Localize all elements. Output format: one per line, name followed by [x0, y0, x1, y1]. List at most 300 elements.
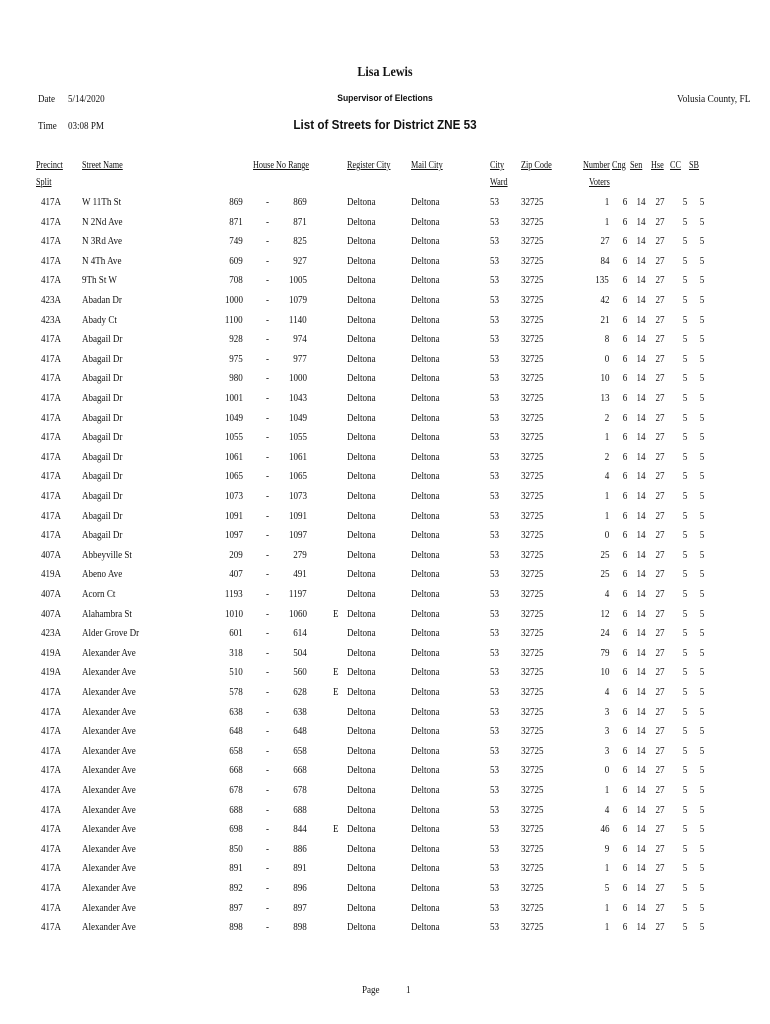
voter-count: 135 — [595, 275, 609, 287]
house-low: 1097 — [224, 530, 243, 542]
congress-district: 6 — [622, 197, 627, 208]
congress-district: 6 — [622, 353, 627, 365]
street-name: Alexander Ave — [82, 726, 136, 738]
mail-city: Deltona — [411, 216, 440, 228]
table-row — [0, 647, 770, 667]
zip-code: 32725 — [521, 589, 544, 600]
house-district: 27 — [654, 393, 664, 404]
senate-district: 14 — [635, 412, 645, 424]
voter-count: 4 — [604, 589, 609, 600]
house-district: 27 — [654, 608, 664, 620]
range-separator: - — [266, 647, 270, 659]
register-city: Deltona — [347, 902, 376, 914]
congress-district: 6 — [622, 628, 627, 640]
school-board: 5 — [699, 687, 704, 698]
congress-district: 6 — [622, 863, 627, 875]
house-district: 27 — [654, 745, 664, 757]
table-row — [0, 784, 770, 804]
zip-code: 32725 — [521, 314, 544, 326]
county-commission: 5 — [682, 295, 687, 306]
precinct: 419A — [41, 667, 62, 679]
range-separator: - — [266, 314, 270, 326]
range-separator: - — [266, 628, 270, 640]
senate-district: 14 — [635, 393, 645, 404]
street-name: Abagail Dr — [82, 373, 123, 385]
table-row — [0, 725, 770, 745]
county-commission: 5 — [682, 549, 687, 561]
city-ward: 53 — [490, 628, 500, 640]
mail-city: Deltona — [411, 432, 440, 444]
senate-district: 14 — [635, 667, 645, 679]
mail-city: Deltona — [411, 549, 440, 561]
zip-code: 32725 — [521, 569, 544, 581]
register-city: Deltona — [347, 471, 376, 483]
zip-code: 32725 — [521, 628, 544, 640]
table-row — [0, 666, 770, 686]
senate-district: 14 — [635, 451, 645, 463]
house-district: 27 — [654, 647, 664, 659]
precinct: 417A — [41, 824, 62, 836]
table-row — [0, 921, 770, 941]
county-commission: 5 — [682, 530, 687, 542]
header-voters: Voters — [589, 177, 610, 188]
street-name: Alexander Ave — [82, 804, 136, 816]
senate-district: 14 — [635, 334, 645, 346]
precinct: 417A — [41, 373, 62, 385]
zip-code: 32725 — [521, 667, 544, 679]
house-district: 27 — [654, 412, 664, 424]
senate-district: 14 — [635, 765, 645, 777]
voter-count: 1 — [604, 902, 609, 914]
house-high: 896 — [293, 883, 307, 894]
senate-district: 14 — [635, 353, 645, 365]
congress-district: 6 — [622, 451, 627, 463]
range-separator: - — [266, 353, 270, 365]
house-high: 638 — [293, 706, 307, 718]
street-name: Abagail Dr — [82, 471, 123, 483]
county-commission: 5 — [682, 628, 687, 640]
mail-city: Deltona — [411, 804, 440, 816]
precinct: 417A — [41, 275, 62, 287]
house-high: 927 — [293, 255, 307, 267]
house-high: 977 — [293, 353, 307, 365]
city-ward: 53 — [490, 314, 500, 326]
header-zip: Zip Code — [521, 160, 552, 171]
mail-city: Deltona — [411, 393, 440, 404]
house-low: 1073 — [224, 491, 243, 502]
street-name: Abagail Dr — [82, 530, 123, 542]
house-low: 1065 — [224, 471, 243, 483]
street-name: Abagail Dr — [82, 451, 123, 463]
register-city: Deltona — [347, 334, 376, 346]
zip-code: 32725 — [521, 863, 544, 875]
county-commission: 5 — [682, 706, 687, 718]
register-city: Deltona — [347, 197, 376, 208]
house-low: 578 — [229, 687, 243, 698]
house-low: 510 — [229, 667, 243, 679]
table-row — [0, 490, 770, 510]
precinct: 417A — [41, 922, 62, 934]
zip-code: 32725 — [521, 510, 544, 522]
house-low: 892 — [229, 883, 243, 894]
city-ward: 53 — [490, 745, 500, 757]
house-high: 491 — [293, 569, 307, 581]
city-ward: 53 — [490, 353, 500, 365]
house-high: 886 — [293, 843, 307, 855]
register-city: Deltona — [347, 726, 376, 738]
precinct: 417A — [41, 883, 62, 894]
house-high: 614 — [293, 628, 307, 640]
school-board: 5 — [699, 530, 704, 542]
zip-code: 32725 — [521, 236, 544, 248]
city-ward: 53 — [490, 255, 500, 267]
voter-count: 2 — [604, 451, 609, 463]
zip-code: 32725 — [521, 451, 544, 463]
congress-district: 6 — [622, 687, 627, 698]
congress-district: 6 — [622, 569, 627, 581]
precinct: 417A — [41, 863, 62, 875]
page-number: 1 — [406, 985, 411, 996]
house-district: 27 — [654, 765, 664, 777]
table-row — [0, 804, 770, 824]
school-board: 5 — [699, 334, 704, 346]
senate-district: 14 — [635, 785, 645, 796]
street-name: 9Th St W — [82, 275, 117, 287]
city-ward: 53 — [490, 726, 500, 738]
house-low: 749 — [229, 236, 243, 248]
register-city: Deltona — [347, 275, 376, 287]
school-board: 5 — [699, 589, 704, 600]
house-low: 688 — [229, 804, 243, 816]
house-low: 698 — [229, 824, 243, 836]
senate-district: 14 — [635, 902, 645, 914]
school-board: 5 — [699, 824, 704, 836]
street-name: Alexander Ave — [82, 745, 136, 757]
house-district: 27 — [654, 530, 664, 542]
zip-code: 32725 — [521, 216, 544, 228]
mail-city: Deltona — [411, 236, 440, 248]
city-ward: 53 — [490, 843, 500, 855]
precinct: 417A — [41, 451, 62, 463]
table-row — [0, 902, 770, 922]
range-separator: - — [266, 451, 270, 463]
voter-count: 9 — [604, 843, 609, 855]
header-split: Split — [36, 177, 52, 188]
school-board: 5 — [699, 353, 704, 365]
precinct: 417A — [41, 510, 62, 522]
range-separator: - — [266, 197, 270, 208]
house-low: 975 — [229, 353, 243, 365]
street-name: Abagail Dr — [82, 334, 123, 346]
register-city: Deltona — [347, 608, 376, 620]
congress-district: 6 — [622, 471, 627, 483]
range-separator: - — [266, 393, 270, 404]
house-low: 980 — [229, 373, 243, 385]
mail-city: Deltona — [411, 628, 440, 640]
mail-city: Deltona — [411, 785, 440, 796]
voter-count: 4 — [604, 471, 609, 483]
register-city: Deltona — [347, 314, 376, 326]
precinct: 417A — [41, 843, 62, 855]
voter-count: 27 — [599, 236, 609, 248]
precinct: 417A — [41, 471, 62, 483]
county-commission: 5 — [682, 804, 687, 816]
county-commission: 5 — [682, 922, 687, 934]
zip-code: 32725 — [521, 706, 544, 718]
congress-district: 6 — [622, 589, 627, 600]
house-district: 27 — [654, 804, 664, 816]
county-commission: 5 — [682, 412, 687, 424]
mail-city: Deltona — [411, 491, 440, 502]
congress-district: 6 — [622, 412, 627, 424]
congress-district: 6 — [622, 295, 627, 306]
county-commission: 5 — [682, 314, 687, 326]
county-commission: 5 — [682, 255, 687, 267]
house-district: 27 — [654, 687, 664, 698]
house-high: 844 — [293, 824, 307, 836]
register-city: Deltona — [347, 824, 376, 836]
voter-count: 1 — [604, 491, 609, 502]
city-ward: 53 — [490, 295, 500, 306]
precinct: 417A — [41, 687, 62, 698]
table-row — [0, 588, 770, 608]
school-board: 5 — [699, 471, 704, 483]
street-name: Abagail Dr — [82, 491, 123, 502]
senate-district: 14 — [635, 569, 645, 581]
register-city: Deltona — [347, 745, 376, 757]
table-row — [0, 686, 770, 706]
zip-code: 32725 — [521, 804, 544, 816]
register-city: Deltona — [347, 589, 376, 600]
house-high: 1065 — [288, 471, 307, 483]
city-ward: 53 — [490, 275, 500, 287]
school-board: 5 — [699, 706, 704, 718]
header-city: City — [490, 160, 505, 171]
school-board: 5 — [699, 628, 704, 640]
street-name: N 4Th Ave — [82, 255, 122, 267]
county-commission: 5 — [682, 510, 687, 522]
range-separator: - — [266, 275, 270, 287]
house-district: 27 — [654, 451, 664, 463]
county-commission: 5 — [682, 726, 687, 738]
voter-count: 79 — [599, 647, 609, 659]
house-low: 407 — [229, 569, 243, 581]
zip-code: 32725 — [521, 334, 544, 346]
house-high: 279 — [293, 549, 307, 561]
precinct: 417A — [41, 726, 62, 738]
county-commission: 5 — [682, 824, 687, 836]
range-separator: - — [266, 706, 270, 718]
senate-district: 14 — [635, 275, 645, 287]
zip-code: 32725 — [521, 549, 544, 561]
voter-count: 25 — [599, 549, 609, 561]
house-high: 1091 — [288, 510, 307, 522]
school-board: 5 — [699, 569, 704, 581]
house-high: 658 — [293, 745, 307, 757]
county-commission: 5 — [682, 491, 687, 502]
table-row — [0, 216, 770, 236]
range-separator: - — [266, 608, 270, 620]
mail-city: Deltona — [411, 530, 440, 542]
house-district: 27 — [654, 197, 664, 208]
street-name: Alexander Ave — [82, 824, 136, 836]
precinct: 417A — [41, 765, 62, 777]
house-low: 609 — [229, 255, 243, 267]
register-city: Deltona — [347, 373, 376, 385]
congress-district: 6 — [622, 804, 627, 816]
voter-count: 3 — [604, 726, 609, 738]
register-city: Deltona — [347, 549, 376, 561]
city-ward: 53 — [490, 510, 500, 522]
senate-district: 14 — [635, 432, 645, 444]
voter-count: 84 — [599, 255, 609, 267]
table-row — [0, 745, 770, 765]
street-name: W 11Th St — [82, 197, 122, 208]
house-district: 27 — [654, 216, 664, 228]
precinct: 417A — [41, 706, 62, 718]
congress-district: 6 — [622, 432, 627, 444]
house-district: 27 — [654, 785, 664, 796]
header-house-range: House No Range — [253, 160, 310, 171]
house-low: 1091 — [224, 510, 243, 522]
table-row — [0, 412, 770, 432]
range-separator: - — [266, 569, 270, 581]
school-board: 5 — [699, 804, 704, 816]
senate-district: 14 — [635, 491, 645, 502]
range-flag: E — [333, 687, 339, 698]
county-commission: 5 — [682, 197, 687, 208]
header-sen: Sen — [630, 160, 643, 171]
header-number: Number — [583, 160, 610, 171]
house-high: 1197 — [289, 589, 307, 600]
range-separator: - — [266, 510, 270, 522]
mail-city: Deltona — [411, 824, 440, 836]
register-city: Deltona — [347, 255, 376, 267]
county-commission: 5 — [682, 667, 687, 679]
school-board: 5 — [699, 843, 704, 855]
street-name: N 2Nd Ave — [82, 216, 123, 228]
register-city: Deltona — [347, 765, 376, 777]
voter-count: 1 — [604, 922, 609, 934]
city-ward: 53 — [490, 471, 500, 483]
school-board: 5 — [699, 863, 704, 875]
house-high: 628 — [293, 687, 307, 698]
precinct: 417A — [41, 785, 62, 796]
house-low: 1001 — [224, 393, 243, 404]
mail-city: Deltona — [411, 334, 440, 346]
county-commission: 5 — [682, 863, 687, 875]
school-board: 5 — [699, 922, 704, 934]
house-low: 1055 — [224, 432, 243, 444]
mail-city: Deltona — [411, 569, 440, 581]
zip-code: 32725 — [521, 824, 544, 836]
mail-city: Deltona — [411, 687, 440, 698]
school-board: 5 — [699, 549, 704, 561]
house-district: 27 — [654, 314, 664, 326]
range-separator: - — [266, 412, 270, 424]
precinct: 417A — [41, 902, 62, 914]
register-city: Deltona — [347, 667, 376, 679]
range-separator: - — [266, 785, 270, 796]
table-row — [0, 274, 770, 294]
house-district: 27 — [654, 824, 664, 836]
house-low: 638 — [229, 706, 243, 718]
city-ward: 53 — [490, 530, 500, 542]
senate-district: 14 — [635, 314, 645, 326]
zip-code: 32725 — [521, 393, 544, 404]
range-separator: - — [266, 902, 270, 914]
street-name: Abbeyville St — [82, 549, 132, 561]
senate-district: 14 — [635, 373, 645, 385]
city-ward: 53 — [490, 647, 500, 659]
header-precinct: Precinct — [36, 160, 63, 171]
register-city: Deltona — [347, 510, 376, 522]
congress-district: 6 — [622, 922, 627, 934]
table-row — [0, 510, 770, 530]
street-name: Alexander Ave — [82, 863, 136, 875]
congress-district: 6 — [622, 275, 627, 287]
house-district: 27 — [654, 236, 664, 248]
mail-city: Deltona — [411, 373, 440, 385]
time-label: Time — [38, 121, 57, 132]
range-separator: - — [266, 745, 270, 757]
house-low: 601 — [229, 628, 243, 640]
range-separator: - — [266, 295, 270, 306]
city-ward: 53 — [490, 902, 500, 914]
house-district: 27 — [654, 843, 664, 855]
report-title: List of Streets for District ZNE 53 — [293, 117, 477, 132]
mail-city: Deltona — [411, 295, 440, 306]
house-district: 27 — [654, 353, 664, 365]
range-separator: - — [266, 843, 270, 855]
county-commission: 5 — [682, 236, 687, 248]
precinct: 417A — [41, 255, 62, 267]
house-high: 871 — [293, 216, 307, 228]
house-high: 1079 — [288, 295, 307, 306]
school-board: 5 — [699, 902, 704, 914]
street-name: Alahambra St — [82, 608, 132, 620]
house-high: 1055 — [288, 432, 307, 444]
school-board: 5 — [699, 883, 704, 894]
mail-city: Deltona — [411, 726, 440, 738]
senate-district: 14 — [635, 843, 645, 855]
city-ward: 53 — [490, 412, 500, 424]
voter-count: 24 — [599, 628, 609, 640]
house-low: 891 — [229, 863, 243, 875]
table-row — [0, 568, 770, 588]
precinct: 407A — [41, 589, 62, 600]
school-board: 5 — [699, 255, 704, 267]
house-district: 27 — [654, 863, 664, 875]
house-high: 1060 — [288, 608, 307, 620]
voter-count: 12 — [599, 608, 609, 620]
zip-code: 32725 — [521, 883, 544, 894]
city-ward: 53 — [490, 687, 500, 698]
precinct: 423A — [41, 314, 62, 326]
city-ward: 53 — [490, 491, 500, 502]
table-row — [0, 294, 770, 314]
house-district: 27 — [654, 628, 664, 640]
street-name: Abady Ct — [82, 314, 117, 326]
congress-district: 6 — [622, 843, 627, 855]
senate-district: 14 — [635, 295, 645, 306]
school-board: 5 — [699, 314, 704, 326]
zip-code: 32725 — [521, 471, 544, 483]
table-row — [0, 823, 770, 843]
street-name: Acorn Ct — [82, 589, 116, 600]
street-name: Abeno Ave — [82, 569, 123, 581]
school-board: 5 — [699, 745, 704, 757]
